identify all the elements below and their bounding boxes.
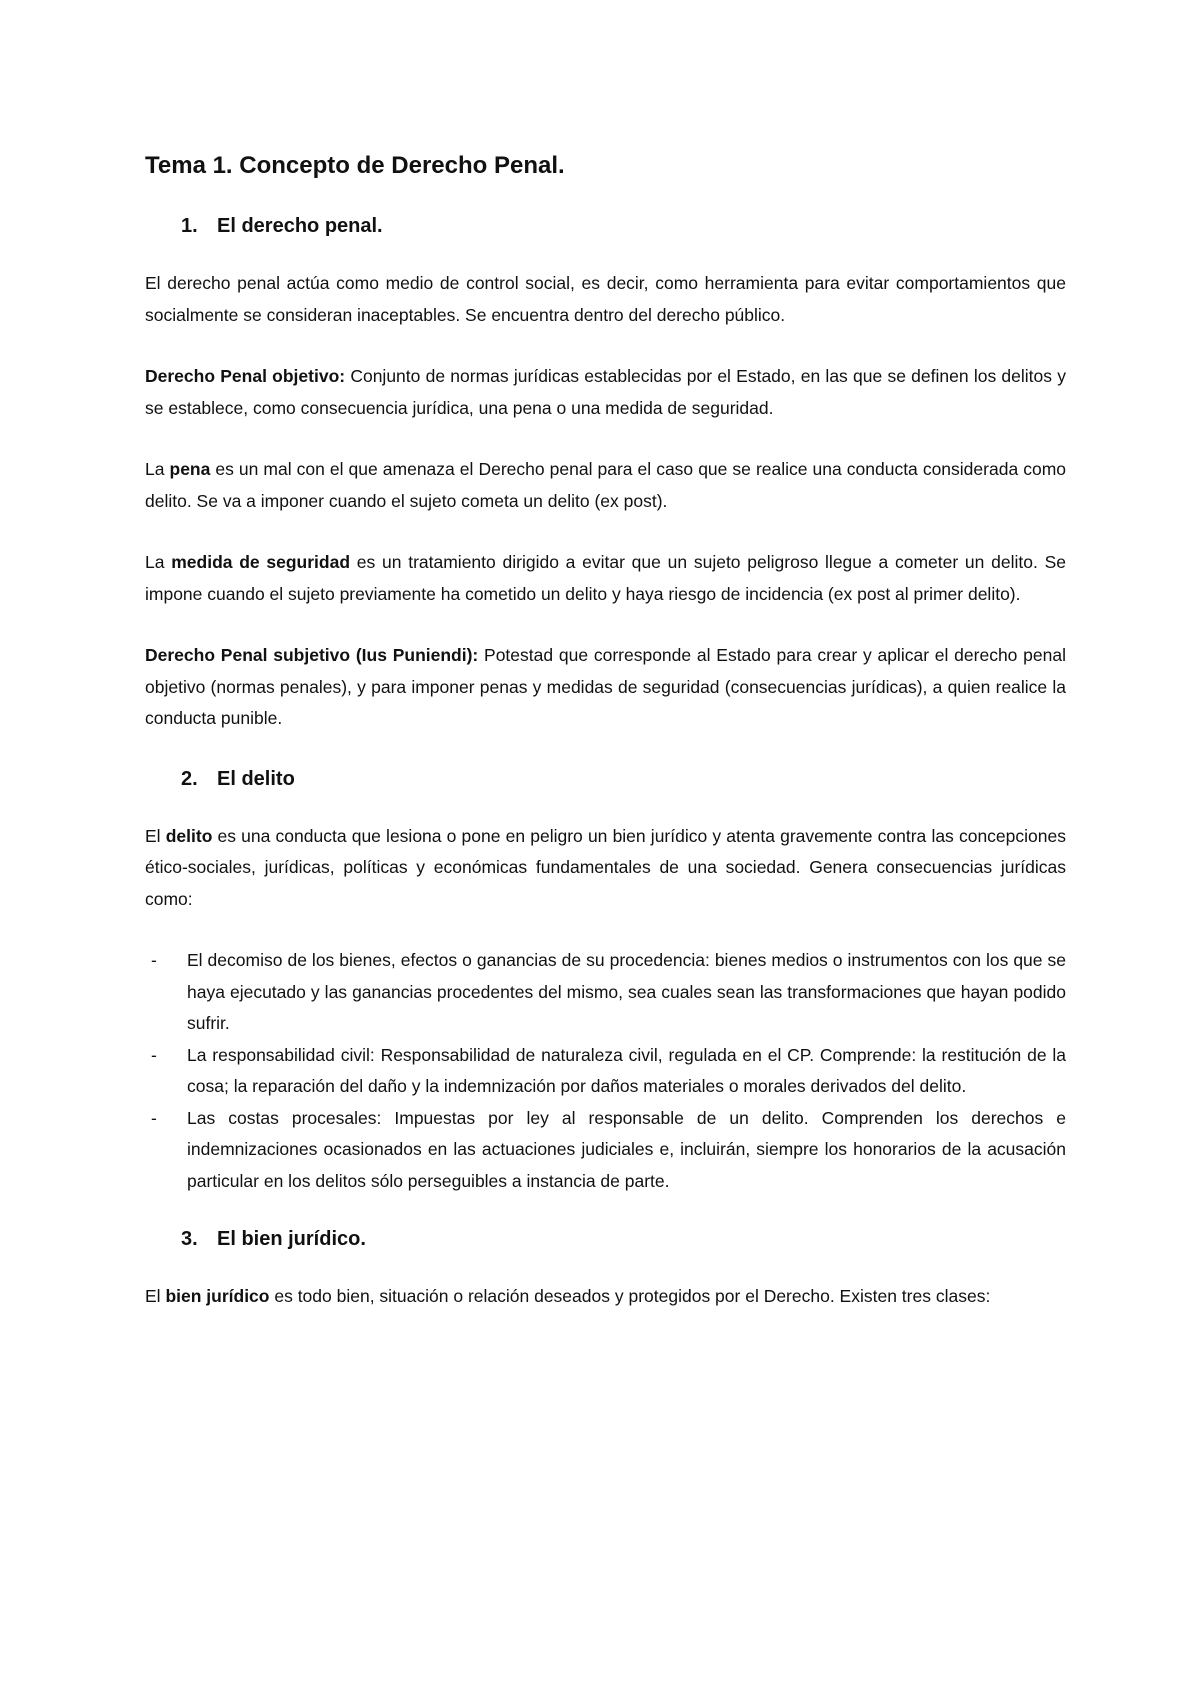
dash-bullet: -	[151, 1107, 157, 1128]
section-number: 3.	[181, 1228, 198, 1250]
consequences-list	[145, 945, 1066, 1197]
paragraph-subjective-law	[145, 640, 1066, 735]
section-title: El delito	[217, 767, 295, 790]
paragraph-text: es un mal con el que amenaza el Derecho penal para el caso que se realice una conducta considerada como delito. Se va a imponer cuando el sujeto cometa un delito (ex post).	[145, 459, 1066, 511]
paragraph-text: es una conducta que lesiona o pone en peligro un bien jurídico y atenta gravemente contra las concepciones ético-sociales, jurídicas, políticas y económicas fundamentales de una sociedad. Genera consecuencias jurídicas como:	[145, 825, 1066, 909]
paragraph-text: El	[145, 1286, 166, 1306]
paragraph-text: El	[145, 825, 166, 846]
list-item-text: El decomiso de los bienes, efectos o ganancias de su procedencia: bienes medios o instrumentos con los que se haya ejecutado y las ganancias procedentes del mismo, sea cuales sean las transformaciones que hayan podido sufrir.	[187, 950, 1066, 1033]
section-number: 1.	[181, 215, 198, 237]
paragraph-text: Conjunto de normas jurídicas establecidas por el Estado, en las que se definen los delitos y se establece, como consecuencia jurídica, una pena o una medida de seguridad.	[145, 366, 1066, 418]
term-bold: medida de seguridad	[171, 552, 351, 572]
paragraph-text: La	[145, 459, 170, 479]
term-bold: delito	[165, 825, 213, 846]
paragraph-delito	[145, 821, 1066, 916]
paragraph-text: Potestad que corresponde al Estado para crear y aplicar el derecho penal objetivo (normas penales), y para imponer penas y medidas de seguridad (consecuencias jurídicas), a quien realice la conducta punible.	[145, 645, 1067, 728]
paragraph-pena	[145, 454, 1066, 517]
section-heading-2	[145, 765, 1066, 793]
term-bold: Derecho Penal objetivo:	[145, 366, 346, 386]
paragraph-text: La	[145, 552, 172, 572]
term-bold: bien jurídico	[165, 1286, 270, 1306]
term-bold: pena	[169, 459, 211, 479]
section-title: El bien jurídico.	[217, 1228, 366, 1250]
paragraph-text: El derecho penal actúa como medio de control social, es decir, como herramienta para evitar comportamientos que socialmente se consideran inaceptables. Se encuentra dentro del derecho público.	[145, 273, 1066, 325]
paragraph-objective-law	[145, 361, 1066, 424]
section-heading-3	[145, 1225, 1066, 1253]
section-number: 2.	[181, 767, 198, 790]
list-item	[115, 1103, 1066, 1198]
list-item-text: La responsabilidad civil: Responsabilidad de naturaleza civil, regulada en el CP. Comprende: la restitución de la cosa; la reparación del daño y la indemnización por daños materiales o morales derivados del delito.	[187, 1044, 1066, 1096]
section-heading-1	[145, 212, 1066, 240]
list-item	[115, 1040, 1066, 1103]
paragraph-text: es todo bien, situación o relación deseados y protegidos por el Derecho. Existen tres clases:	[269, 1286, 991, 1306]
document-title: Tema 1. Concepto de Derecho Penal.	[145, 152, 565, 179]
paragraph-intro	[145, 268, 1066, 331]
list-item-text: Las costas procesales: Impuestas por ley al responsable de un delito. Comprenden los derechos e indemnizaciones ocasionados en las actuaciones judiciales e, incluirán, siempre los honorarios de la acusación particular en los delitos sólo perseguibles a instancia de parte.	[187, 1107, 1066, 1191]
dash-bullet: -	[151, 1044, 157, 1065]
section-title: El derecho penal.	[217, 215, 383, 237]
paragraph-bien-juridico	[145, 1281, 1066, 1313]
paragraph-text: es un tratamiento dirigido a evitar que un sujeto peligroso llegue a cometer un delito. Se impone cuando el sujeto previamente ha cometido un delito y haya riesgo de incidencia (ex post al primer delito).	[145, 552, 1066, 604]
list-item	[115, 945, 1066, 1040]
paragraph-medida-seguridad	[145, 547, 1066, 610]
term-bold: Derecho Penal subjetivo (Ius Puniendi):	[145, 645, 479, 665]
dash-bullet: -	[151, 950, 157, 970]
